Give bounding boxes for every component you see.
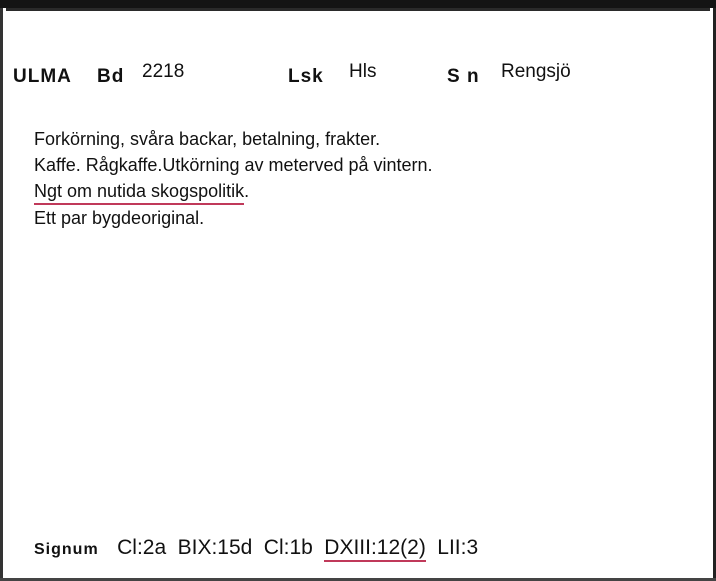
sn-value: Rengsjö <box>501 61 571 82</box>
sn-label: S n <box>447 66 480 87</box>
archive-label: ULMA <box>13 66 72 87</box>
lsk-label: Lsk <box>288 66 324 87</box>
signum-code: Cl:2a <box>117 536 167 559</box>
card-top-border-inner <box>6 8 710 11</box>
bd-value: 2218 <box>142 61 185 82</box>
underlined-note: Ngt om nutida skogspolitik <box>34 180 244 205</box>
notes-block <box>34 126 433 231</box>
note-line-underlined <box>34 178 433 205</box>
signum-row <box>34 536 485 562</box>
signum-code: LII:3 <box>437 536 479 559</box>
signum-label: Signum <box>34 541 99 558</box>
signum-code-underlined: DXIII:12(2) <box>324 537 426 562</box>
card-top-border <box>0 0 716 8</box>
note-period: . <box>244 181 250 201</box>
note-line: Ett par bygdeoriginal. <box>34 208 205 228</box>
lsk-value: Hls <box>349 61 377 82</box>
bd-label: Bd <box>97 66 125 87</box>
card-left-border <box>0 8 3 581</box>
note-line: Kaffe. Rågkaffe.Utkörning av meterved på vintern. <box>34 155 433 175</box>
signum-code: Cl:1b <box>263 536 313 559</box>
signum-code: BIX:15d <box>177 536 253 559</box>
note-line: Forkörning, svåra backar, betalning, frakter. <box>34 129 381 149</box>
